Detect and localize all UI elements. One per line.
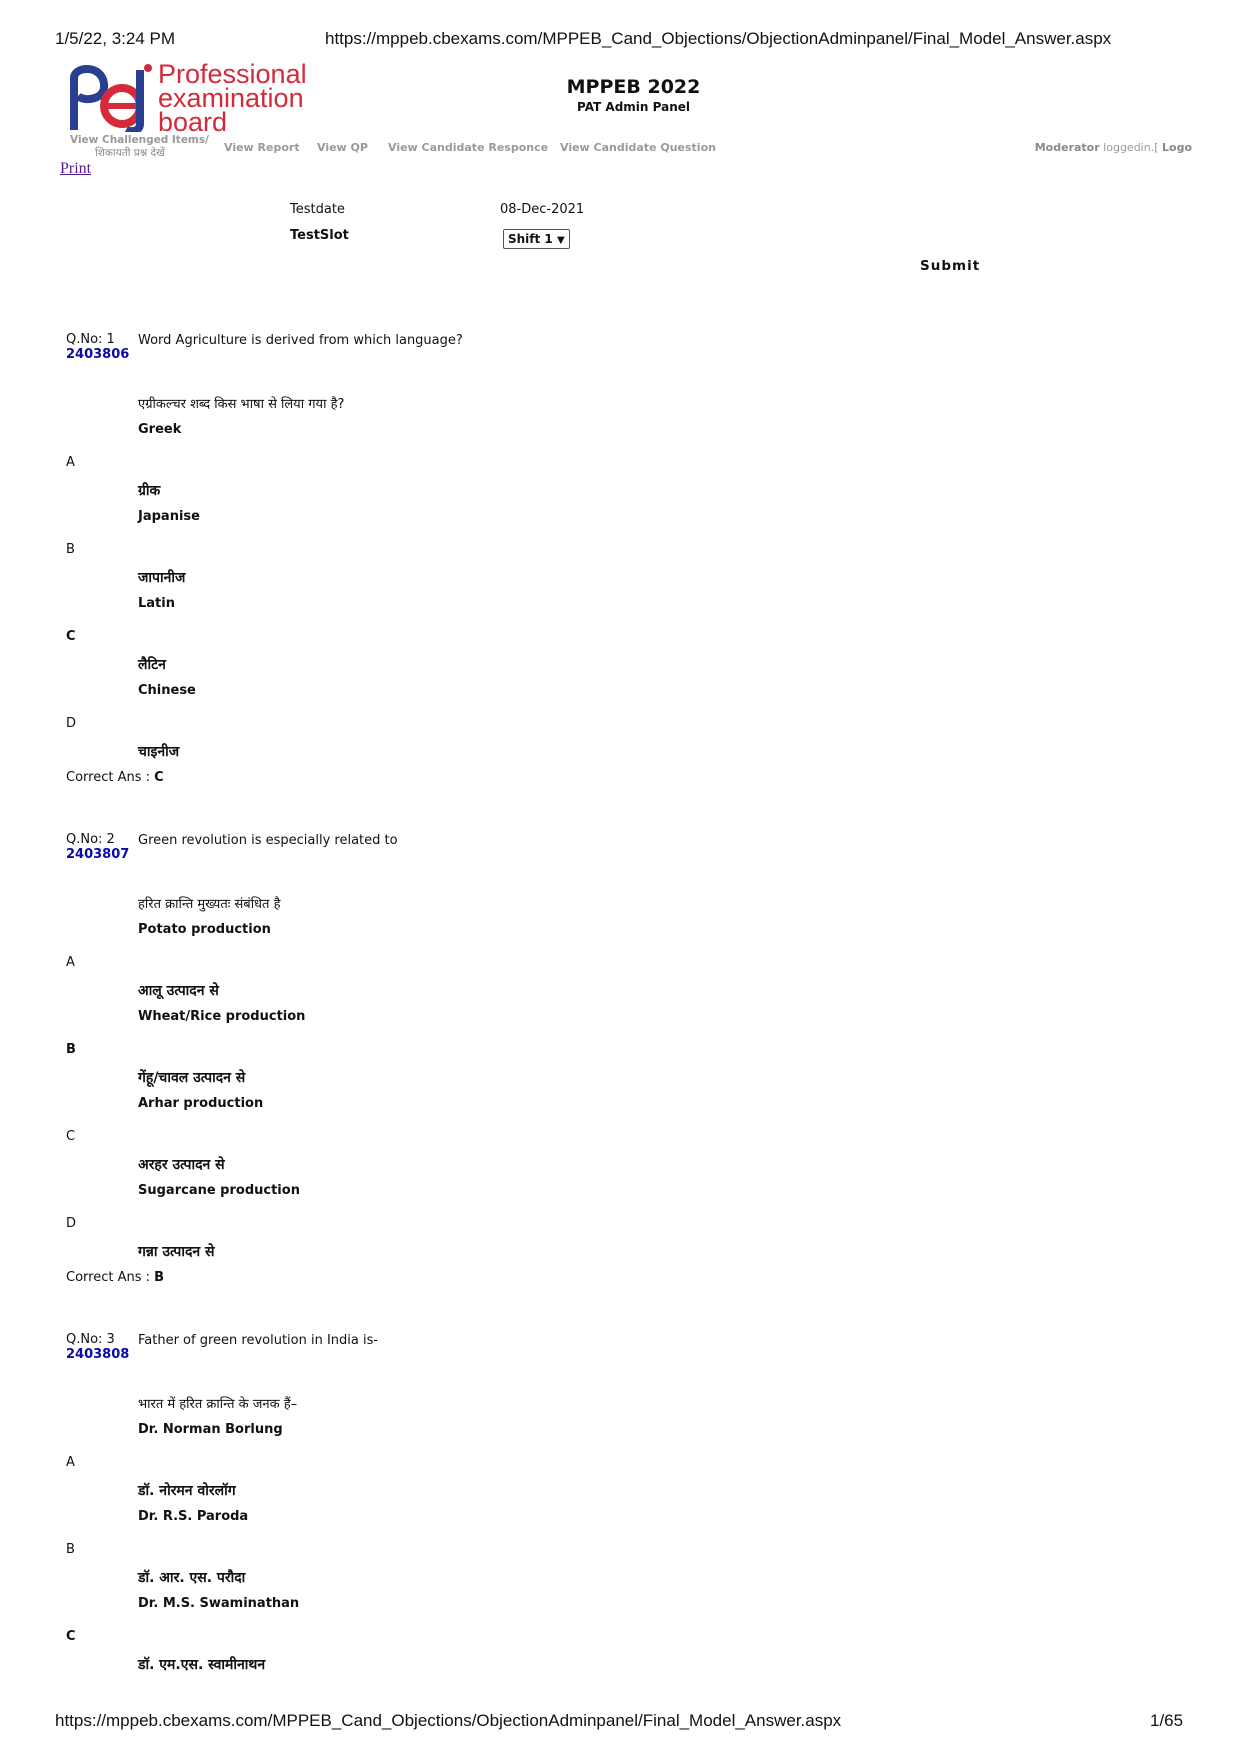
correct-answer-label: Correct Ans :: [66, 770, 150, 785]
correct-answer: [66, 1270, 164, 1285]
view-challenged-items-link[interactable]: View Challenged Items/: [70, 134, 209, 146]
option-a-hindi: ग्रीक: [138, 483, 161, 499]
print-url-footer: https://mppeb.cbexams.com/MPPEB_Cand_Objections/ObjectionAdminpanel/Final_Model_Answer.aspx: [55, 1711, 842, 1730]
page-number: 1/65: [1150, 1711, 1184, 1730]
nav-view-report[interactable]: View Report: [224, 141, 300, 154]
option-b-letter: B: [66, 542, 75, 557]
option-a-hindi: आलू उत्पादन से: [138, 983, 219, 999]
option-d-letter: D: [66, 716, 77, 731]
testdate-label: Testdate: [290, 202, 345, 217]
question-text: Green revolution is especially related to: [138, 833, 398, 848]
option-b-hindi: गेंहू/चावल उत्पादन से: [138, 1070, 246, 1086]
testslot-select[interactable]: [503, 229, 570, 249]
submit-button[interactable]: Submit: [920, 258, 981, 274]
option-a-letter: A: [66, 1455, 75, 1470]
logo-line-2: examination: [158, 83, 304, 113]
question-id: 2403806: [66, 347, 130, 362]
correct-answer-value: B: [154, 1270, 165, 1285]
option-c-letter: C: [66, 1129, 76, 1144]
option-d-text: Chinese: [138, 683, 196, 698]
question-text-hindi: हरित क्रान्ति मुख्यतः संबंधित है: [138, 897, 281, 912]
question-text-hindi: एग्रीकल्चर शब्द किस भाषा से लिया गया है?: [138, 397, 345, 412]
option-d-hindi: चाइनीज: [138, 744, 180, 760]
option-d-text: Sugarcane production: [138, 1183, 300, 1198]
option-a-text: Dr. Norman Borlung: [138, 1422, 283, 1437]
question-id: 2403808: [66, 1347, 130, 1362]
option-a-text: Potato production: [138, 922, 271, 937]
testdate-value: 08-Dec-2021: [500, 202, 585, 217]
option-b-letter: B: [66, 1542, 75, 1557]
option-c-hindi: लैटिन: [138, 657, 166, 673]
logo-line-1: Professional: [158, 59, 307, 89]
testslot-label: TestSlot: [290, 228, 349, 243]
question-text: Father of green revolution in India is-: [138, 1333, 379, 1348]
print-link[interactable]: Print: [60, 160, 92, 177]
question-number: Q.No: 2: [66, 832, 115, 847]
nav-view-candidate-responce[interactable]: View Candidate Responce: [388, 141, 549, 154]
correct-answer: [66, 770, 164, 785]
print-datetime: 1/5/22, 3:24 PM: [55, 29, 176, 48]
option-c-text: Latin: [138, 596, 175, 611]
option-b-hindi: डॉ. आर. एस. परौदा: [138, 1570, 246, 1586]
option-a-letter: A: [66, 455, 75, 470]
question-text-hindi: भारत में हरित क्रान्ति के जनक हैं–: [138, 1397, 298, 1412]
print-url-header: https://mppeb.cbexams.com/MPPEB_Cand_Objections/ObjectionAdminpanel/Final_Model_Answer.aspx: [325, 29, 1112, 48]
view-challenged-items-hindi[interactable]: शिकायती प्रश्न देखें: [95, 147, 165, 159]
logo-line-3: board: [158, 107, 228, 137]
option-c-text: Dr. M.S. Swaminathan: [138, 1596, 300, 1611]
option-b-text: Dr. R.S. Paroda: [138, 1509, 249, 1524]
question-text: Word Agriculture is derived from which language?: [138, 333, 463, 348]
option-b-text: Wheat/Rice production: [138, 1009, 306, 1024]
moderator-status: [1035, 141, 1192, 154]
nav-view-qp[interactable]: View QP: [317, 141, 368, 154]
option-b-hindi: जापानीज: [138, 570, 186, 586]
option-d-letter: D: [66, 1216, 77, 1231]
question-number: Q.No: 1: [66, 332, 115, 347]
option-d-hindi: गन्ना उत्पादन से: [138, 1244, 215, 1260]
option-a-text: Greek: [138, 422, 182, 437]
option-c-hindi: अरहर उत्पादन से: [138, 1157, 225, 1173]
option-c-letter: C: [66, 629, 76, 644]
moderator-role: Moderator: [1034, 141, 1100, 154]
option-c-letter: C: [66, 1629, 76, 1644]
testslot-selected: Shift 1: [508, 232, 553, 246]
option-c-hindi: डॉ. एम.एस. स्वामीनाथन: [138, 1657, 266, 1673]
option-a-letter: A: [66, 955, 75, 970]
logo-wordmark: [158, 59, 307, 137]
nav-view-candidate-question[interactable]: View Candidate Question: [560, 141, 716, 154]
question-number: Q.No: 3: [66, 1332, 115, 1347]
chevron-down-icon: ▼: [556, 235, 565, 246]
moderator-loggedin: loggedin.[: [1103, 141, 1159, 154]
option-a-hindi: डॉ. नोरमन वोरलॉग: [138, 1483, 236, 1499]
option-b-letter: B: [66, 1042, 76, 1057]
page-title: MPPEB 2022: [566, 76, 701, 98]
correct-answer-label: Correct Ans :: [66, 1270, 150, 1285]
logout-link[interactable]: Logo: [1162, 141, 1192, 154]
correct-answer-value: C: [154, 770, 164, 785]
option-b-text: Japanise: [138, 509, 200, 524]
question-id: 2403807: [66, 847, 130, 862]
page-subtitle: PAT Admin Panel: [577, 100, 690, 114]
option-c-text: Arhar production: [138, 1096, 264, 1111]
